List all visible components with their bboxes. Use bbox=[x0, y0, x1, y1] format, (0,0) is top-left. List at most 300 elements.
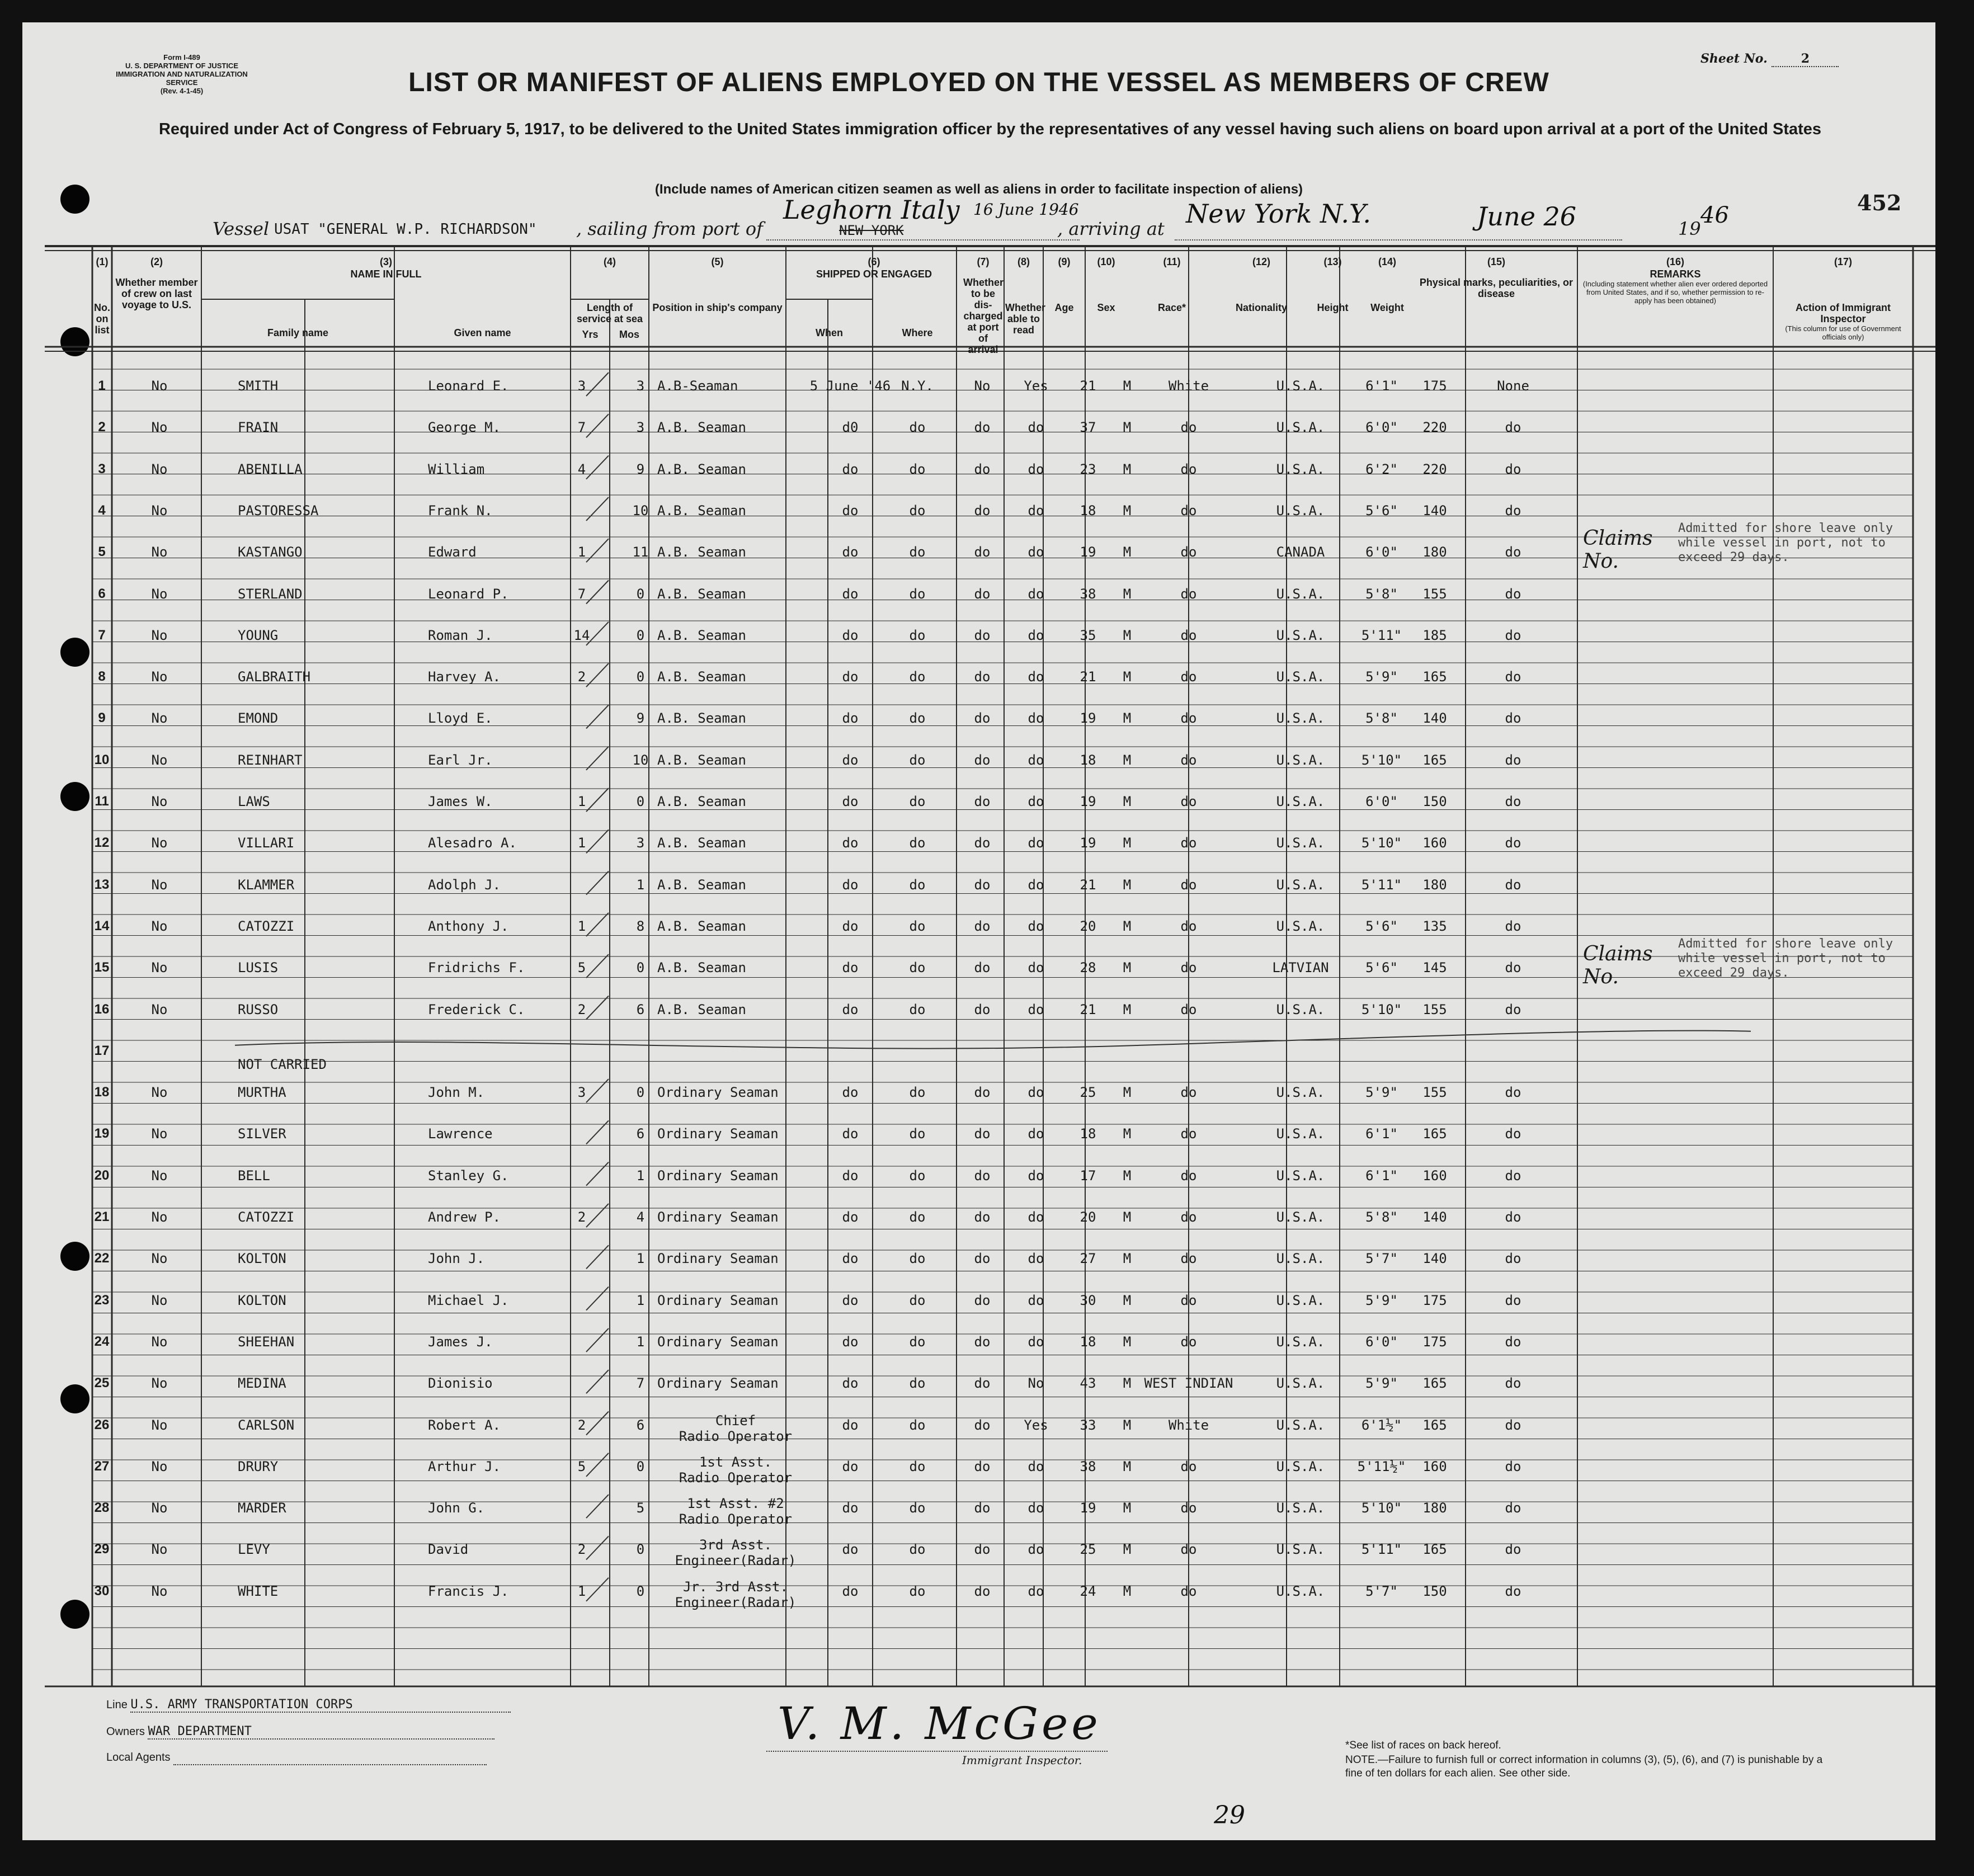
cell-height: 5'11½" bbox=[1357, 1458, 1406, 1474]
cell-race: White bbox=[1168, 378, 1209, 394]
cell-nationality: U.S.A. bbox=[1276, 419, 1325, 436]
cell-read: do bbox=[1028, 1209, 1044, 1225]
cell-position: Engineer(Radar) bbox=[675, 1594, 797, 1610]
cell-given: Frederick C. bbox=[428, 1001, 525, 1017]
cell-read: do bbox=[1028, 1251, 1044, 1267]
cell-mos: 0 bbox=[636, 586, 645, 602]
cell-yrs: 2 bbox=[577, 1417, 586, 1433]
cell-sex: M bbox=[1123, 1458, 1132, 1474]
cell-crew: No bbox=[151, 627, 168, 643]
cell-when: do bbox=[842, 502, 859, 519]
column-header-13: Height bbox=[1317, 302, 1349, 313]
cell-height: 6'1" bbox=[1365, 1167, 1398, 1184]
cell-race: do bbox=[1180, 1583, 1197, 1599]
cell-discharged: do bbox=[974, 1583, 991, 1599]
cell-age: 21 bbox=[1080, 1001, 1096, 1017]
cell-crew: No bbox=[151, 960, 168, 976]
cell-crew: No bbox=[151, 1209, 168, 1225]
cell-weight: 165 bbox=[1422, 1375, 1447, 1392]
cell-nationality: U.S.A. bbox=[1276, 1417, 1325, 1433]
cell-where: do bbox=[909, 1209, 926, 1225]
cell-no: 5 bbox=[98, 544, 106, 560]
cell-read: do bbox=[1028, 918, 1044, 934]
cell-race: do bbox=[1180, 502, 1197, 519]
column-number: (16) bbox=[1666, 256, 1684, 267]
cell-discharged: No bbox=[974, 378, 991, 394]
cell-where: do bbox=[909, 544, 926, 560]
cell-race: do bbox=[1180, 461, 1197, 477]
cell-height: 5'6" bbox=[1365, 918, 1398, 934]
cell-weight: 175 bbox=[1422, 1333, 1447, 1350]
cell-where: do bbox=[909, 1583, 926, 1599]
cell-read: do bbox=[1028, 419, 1044, 436]
cell-nationality: U.S.A. bbox=[1276, 794, 1325, 809]
cell-when: do bbox=[842, 1375, 859, 1392]
cell-yrs: 7 bbox=[577, 419, 586, 436]
cell-when: d0 bbox=[842, 419, 859, 436]
footer-line: Line U.S. ARMY TRANSPORTATION CORPS bbox=[106, 1698, 511, 1713]
cell-race: do bbox=[1180, 419, 1197, 436]
cell-mos: 7 bbox=[636, 1375, 645, 1392]
cell-sex: M bbox=[1123, 918, 1132, 934]
cell-given: Dionisio bbox=[428, 1375, 493, 1392]
cell-mos: 0 bbox=[636, 627, 645, 643]
cell-where: N.Y. bbox=[901, 378, 934, 394]
cell-where: do bbox=[909, 835, 926, 851]
cell-family: SHEEHAN bbox=[238, 1333, 295, 1350]
cell-family: LEVY bbox=[238, 1542, 270, 1558]
cell-marks: do bbox=[1505, 419, 1521, 436]
cell-mos: 1 bbox=[636, 1251, 645, 1267]
cell-sex: M bbox=[1123, 586, 1132, 602]
cell-race: do bbox=[1180, 1126, 1197, 1142]
cell-no: 7 bbox=[98, 627, 106, 643]
cell-marks: do bbox=[1505, 1500, 1521, 1516]
column-subheader: Where bbox=[902, 327, 933, 338]
cell-age: 21 bbox=[1080, 669, 1096, 685]
cell-age: 19 bbox=[1080, 710, 1096, 727]
cell-family: CATOZZI bbox=[238, 1209, 295, 1225]
cell-weight: 180 bbox=[1422, 876, 1447, 893]
cell-age: 18 bbox=[1080, 1333, 1096, 1350]
cell-no: 1 bbox=[98, 378, 106, 393]
cell-nationality: U.S.A. bbox=[1276, 1375, 1325, 1392]
cell-discharged: do bbox=[974, 1126, 991, 1142]
cell-when: do bbox=[842, 1251, 859, 1267]
cell-sex: M bbox=[1123, 1085, 1132, 1101]
cell-given: John M. bbox=[428, 1085, 485, 1101]
cell-where: do bbox=[909, 627, 926, 643]
cell-mos: 0 bbox=[636, 1085, 645, 1101]
cell-mos: 6 bbox=[636, 1126, 645, 1142]
cell-sex: M bbox=[1123, 502, 1132, 519]
cell-yrs: 5 bbox=[577, 1458, 586, 1474]
column-number: (9) bbox=[1058, 256, 1071, 267]
cell-position: Ordinary Seaman bbox=[657, 1167, 779, 1184]
cell-nationality: U.S.A. bbox=[1276, 1085, 1325, 1101]
cell-family: MEDINA bbox=[238, 1375, 286, 1392]
cell-yrs: 1 bbox=[577, 794, 586, 809]
cell-no: 9 bbox=[98, 710, 106, 726]
cell-discharged: do bbox=[974, 669, 991, 685]
cell-height: 5'10" bbox=[1361, 1500, 1402, 1516]
cell-weight: 150 bbox=[1422, 794, 1447, 809]
cell-family: LUSIS bbox=[238, 960, 279, 976]
penalty-note: NOTE.—Failure to furnish full or correct information in columns (3), (5), (6), and (7) is punishable by a fine of ten dollars for each alien. See other side. bbox=[1345, 1754, 1823, 1779]
cell-family: KLAMMER bbox=[238, 876, 295, 893]
cell-where: do bbox=[909, 1417, 926, 1433]
cell-height: 6'0" bbox=[1365, 419, 1398, 436]
cell-age: 37 bbox=[1080, 419, 1096, 436]
column-header-14: Weight bbox=[1370, 302, 1404, 313]
cell-race: do bbox=[1180, 586, 1197, 602]
cell-position: Ordinary Seaman bbox=[657, 1292, 779, 1308]
cell-given: Adolph J. bbox=[428, 876, 501, 893]
cell-height: 5'11" bbox=[1361, 1542, 1402, 1558]
cell-read: do bbox=[1028, 1333, 1044, 1350]
inspector-signature: V. M. McGee bbox=[778, 1698, 1101, 1750]
cell-no: 16 bbox=[94, 1001, 110, 1017]
cell-mos: 0 bbox=[636, 1542, 645, 1558]
cell-given: William bbox=[428, 461, 485, 477]
cell-crew: No bbox=[151, 1500, 168, 1516]
cell-when: do bbox=[842, 835, 859, 851]
cell-height: 5'7" bbox=[1365, 1251, 1398, 1267]
cell-sex: M bbox=[1123, 1251, 1132, 1267]
cell-age: 25 bbox=[1080, 1542, 1096, 1558]
cell-where: do bbox=[909, 419, 926, 436]
cell-no: 4 bbox=[98, 502, 106, 518]
cell-discharged: do bbox=[974, 1001, 991, 1017]
cell-height: 5'6" bbox=[1365, 502, 1398, 519]
column-header-3: NAME IN FULL bbox=[350, 268, 422, 280]
cell-age: 35 bbox=[1080, 627, 1096, 643]
cell-crew: No bbox=[151, 1001, 168, 1017]
cell-position: Jr. 3rd Asst. bbox=[683, 1578, 788, 1595]
column-number: (5) bbox=[711, 256, 724, 267]
cell-weight: 175 bbox=[1422, 1292, 1447, 1308]
cell-height: 6'0" bbox=[1365, 794, 1398, 809]
cell-crew: No bbox=[151, 1167, 168, 1184]
cell-weight: 145 bbox=[1422, 960, 1447, 976]
column-header-9: Age bbox=[1054, 302, 1074, 313]
cell-weight: 155 bbox=[1422, 586, 1447, 602]
races-note: *See list of races on back hereof. bbox=[1345, 1740, 1501, 1751]
cell-no: 29 bbox=[94, 1542, 110, 1557]
cell-discharged: do bbox=[974, 627, 991, 643]
cell-weight: 155 bbox=[1422, 1085, 1447, 1101]
cell-marks: do bbox=[1505, 835, 1521, 851]
cell-where: do bbox=[909, 1167, 926, 1184]
cell-no: 15 bbox=[94, 960, 110, 975]
cell-nationality: LATVIAN bbox=[1272, 960, 1329, 976]
cell-crew: No bbox=[151, 378, 168, 394]
cell-nationality: U.S.A. bbox=[1276, 710, 1325, 727]
cell-weight: 135 bbox=[1422, 918, 1447, 934]
cell-when: do bbox=[842, 669, 859, 685]
cell-discharged: do bbox=[974, 1251, 991, 1267]
cell-crew: No bbox=[151, 1292, 168, 1308]
column-subheader: Yrs bbox=[582, 329, 599, 340]
cell-sex: M bbox=[1123, 876, 1132, 893]
cell-position: A.B. Seaman bbox=[657, 752, 746, 768]
cell-crew: No bbox=[151, 1126, 168, 1142]
cell-crew: No bbox=[151, 1333, 168, 1350]
cell-mos: 0 bbox=[636, 1458, 645, 1474]
cell-given: James W. bbox=[428, 794, 493, 809]
cell-mos: 6 bbox=[636, 1001, 645, 1017]
cell-given: John J. bbox=[428, 1251, 485, 1267]
cell-marks: do bbox=[1505, 1333, 1521, 1350]
cell-no: 14 bbox=[94, 918, 110, 934]
cell-crew: No bbox=[151, 710, 168, 727]
cell-position: A.B. Seaman bbox=[657, 586, 746, 602]
cell-age: 18 bbox=[1080, 752, 1096, 768]
cell-position: Radio Operator bbox=[679, 1511, 793, 1528]
cell-yrs: 3 bbox=[577, 378, 586, 394]
cell-age: 43 bbox=[1080, 1375, 1096, 1392]
cell-given: Leonard P. bbox=[428, 586, 509, 602]
cell-race: do bbox=[1180, 918, 1197, 934]
cell-age: 38 bbox=[1080, 586, 1096, 602]
cell-read: do bbox=[1028, 1167, 1044, 1184]
cell-weight: 140 bbox=[1422, 1251, 1447, 1267]
cell-marks: do bbox=[1505, 1458, 1521, 1474]
column-header-11: Race* bbox=[1157, 302, 1186, 313]
cell-nationality: U.S.A. bbox=[1276, 1583, 1325, 1599]
cell-weight: 140 bbox=[1422, 502, 1447, 519]
cell-given: Michael J. bbox=[428, 1292, 509, 1308]
column-subheader: Mos bbox=[619, 329, 639, 340]
cell-discharged: do bbox=[974, 419, 991, 436]
cell-given: Robert A. bbox=[428, 1417, 501, 1433]
cell-when: do bbox=[842, 1417, 859, 1433]
cell-position: 1st Asst. #2 bbox=[687, 1496, 784, 1512]
cell-height: 5'7" bbox=[1365, 1583, 1398, 1599]
cell-crew: No bbox=[151, 835, 168, 851]
cell-crew: No bbox=[151, 794, 168, 809]
cell-nationality: U.S.A. bbox=[1276, 752, 1325, 768]
column-number: (14) bbox=[1378, 256, 1396, 267]
cell-height: 5'9" bbox=[1365, 1085, 1398, 1101]
cell-weight: 165 bbox=[1422, 1417, 1447, 1433]
cell-mos: 4 bbox=[636, 1209, 645, 1225]
cell-nationality: U.S.A. bbox=[1276, 586, 1325, 602]
cell-discharged: do bbox=[974, 461, 991, 477]
cell-sex: M bbox=[1123, 1167, 1132, 1184]
cell-position: A.B. Seaman bbox=[657, 502, 746, 519]
cell-family: VILLARI bbox=[238, 835, 295, 851]
cell-no: 25 bbox=[94, 1375, 110, 1391]
cell-given: Arthur J. bbox=[428, 1458, 501, 1474]
cell-position: A.B. Seaman bbox=[657, 419, 746, 436]
cell-family: KOLTON bbox=[238, 1251, 286, 1267]
cell-read: do bbox=[1028, 1001, 1044, 1017]
cell-age: 23 bbox=[1080, 461, 1096, 477]
cell-crew: No bbox=[151, 461, 168, 477]
cell-sex: M bbox=[1123, 461, 1132, 477]
cell-family: SMITH bbox=[238, 378, 279, 394]
sailing-date-handwritten: 16 June 1946 bbox=[973, 200, 1079, 219]
cell-read: do bbox=[1028, 1126, 1044, 1142]
remark-typed: Admitted for shore leave only while vessel in port, not to exceed 29 days. bbox=[1678, 937, 1893, 981]
cell-given: Fridrichs F. bbox=[428, 960, 525, 976]
cell-height: 6'2" bbox=[1365, 461, 1398, 477]
cell-race: do bbox=[1180, 794, 1197, 809]
cell-marks: do bbox=[1505, 544, 1521, 560]
cell-given: Lloyd E. bbox=[428, 710, 493, 727]
footer-agents: Local Agents bbox=[106, 1751, 487, 1765]
cell-sex: M bbox=[1123, 1292, 1132, 1308]
cell-nationality: U.S.A. bbox=[1276, 918, 1325, 934]
cell-no: 23 bbox=[94, 1292, 110, 1308]
cell-discharged: do bbox=[974, 1209, 991, 1225]
cell-mos: 1 bbox=[636, 1167, 645, 1184]
cell-discharged: do bbox=[974, 1542, 991, 1558]
cell-weight: 175 bbox=[1422, 378, 1447, 394]
cell-mos: 1 bbox=[636, 1292, 645, 1308]
sailing-label: , sailing from port of bbox=[576, 218, 763, 239]
column-header-15: Physical marks, peculiarities, or disease bbox=[1419, 277, 1573, 299]
cell-age: 19 bbox=[1080, 835, 1096, 851]
cell-marks: do bbox=[1505, 918, 1521, 934]
cell-position: Ordinary Seaman bbox=[657, 1126, 779, 1142]
cell-when: do bbox=[842, 586, 859, 602]
cell-sex: M bbox=[1123, 1583, 1132, 1599]
cell-race: do bbox=[1180, 627, 1197, 643]
cell-where: do bbox=[909, 1333, 926, 1350]
cell-no: 13 bbox=[94, 876, 110, 892]
cell-when: do bbox=[842, 461, 859, 477]
cell-crew: No bbox=[151, 918, 168, 934]
cell-read: do bbox=[1028, 544, 1044, 560]
cell-marks: do bbox=[1505, 1167, 1521, 1184]
cell-crew: No bbox=[151, 1583, 168, 1599]
cell-height: 5'8" bbox=[1365, 586, 1398, 602]
cell-nationality: CANADA bbox=[1276, 544, 1325, 560]
cell-no: 19 bbox=[94, 1126, 110, 1142]
column-header-10: Sex bbox=[1097, 302, 1115, 313]
struck-port: NEW YORK bbox=[839, 223, 904, 238]
cell-race: do bbox=[1180, 1251, 1197, 1267]
cell-mos: 3 bbox=[636, 419, 645, 436]
cell-read: do bbox=[1028, 1292, 1044, 1308]
cell-where: do bbox=[909, 1542, 926, 1558]
cell-read: do bbox=[1028, 1542, 1044, 1558]
cell-race: do bbox=[1180, 669, 1197, 685]
cell-race: do bbox=[1180, 544, 1197, 560]
cell-when: do bbox=[842, 1542, 859, 1558]
cell-read: do bbox=[1028, 586, 1044, 602]
cell-race: do bbox=[1180, 1167, 1197, 1184]
document-subtitle: Required under Act of Congress of February 5, 1917, to be delivered to the United States immigration officer by the representatives of any vessel having such aliens on board upon arrival at a port of the United States bbox=[158, 120, 1822, 138]
cell-yrs: 1 bbox=[577, 1583, 586, 1599]
cell-when: do bbox=[842, 1500, 859, 1516]
cell-position: Ordinary Seaman bbox=[657, 1085, 779, 1101]
cell-sex: M bbox=[1123, 835, 1132, 851]
cell-height: 5'8" bbox=[1365, 710, 1398, 727]
cell-yrs: 2 bbox=[577, 1542, 586, 1558]
cell-yrs: 2 bbox=[577, 1209, 586, 1225]
cell-mos: 3 bbox=[636, 835, 645, 851]
column-header-note: (This column for use of Government officials only) bbox=[1785, 324, 1901, 341]
cell-yrs: 1 bbox=[577, 544, 586, 560]
cell-race: WEST INDIAN bbox=[1144, 1375, 1233, 1392]
page-number: 452 bbox=[1857, 190, 1902, 215]
cell-no: 28 bbox=[94, 1500, 110, 1516]
cell-sex: M bbox=[1123, 1500, 1132, 1516]
cell-discharged: do bbox=[974, 794, 991, 809]
cell-mos: 10 bbox=[632, 752, 649, 768]
column-number: (3) bbox=[380, 256, 392, 267]
cell-marks: do bbox=[1505, 1209, 1521, 1225]
cell-crew: No bbox=[151, 876, 168, 893]
cell-height: 5'9" bbox=[1365, 669, 1398, 685]
cell-discharged: do bbox=[974, 1292, 991, 1308]
column-number: (6) bbox=[868, 256, 880, 267]
cell-yrs: 14 bbox=[573, 627, 590, 643]
cell-mos: 6 bbox=[636, 1417, 645, 1433]
cell-age: 19 bbox=[1080, 544, 1096, 560]
cell-read: No bbox=[1028, 1375, 1044, 1392]
cell-when: do bbox=[842, 1458, 859, 1474]
cell-age: 21 bbox=[1080, 378, 1096, 394]
cell-crew: No bbox=[151, 1542, 168, 1558]
cell-crew: No bbox=[151, 1375, 168, 1392]
cell-read: do bbox=[1028, 627, 1044, 643]
cell-position: Engineer(Radar) bbox=[675, 1553, 797, 1569]
cell-no: 2 bbox=[98, 419, 106, 435]
cell-position: A.B. Seaman bbox=[657, 544, 746, 560]
cell-discharged: do bbox=[974, 918, 991, 934]
cell-yrs: 5 bbox=[577, 960, 586, 976]
cell-no: 18 bbox=[94, 1085, 110, 1100]
cell-position: A.B. Seaman bbox=[657, 710, 746, 727]
cell-yrs: 4 bbox=[577, 461, 586, 477]
cell-height: 5'9" bbox=[1365, 1375, 1398, 1392]
cell-where: do bbox=[909, 586, 926, 602]
cell-when: do bbox=[842, 918, 859, 934]
cell-race: do bbox=[1180, 1333, 1197, 1350]
cell-when: do bbox=[842, 627, 859, 643]
column-number: (15) bbox=[1487, 256, 1505, 267]
cell-where: do bbox=[909, 502, 926, 519]
cell-when: do bbox=[842, 1085, 859, 1101]
cell-mos: 0 bbox=[636, 669, 645, 685]
cell-height: 6'0" bbox=[1365, 544, 1398, 560]
cell-sex: M bbox=[1123, 1375, 1132, 1392]
cell-no: 10 bbox=[94, 752, 110, 767]
cell-crew: No bbox=[151, 1417, 168, 1433]
column-number: (4) bbox=[604, 256, 616, 267]
vessel-name: USAT "GENERAL W.P. RICHARDSON" bbox=[274, 221, 537, 238]
cell-nationality: U.S.A. bbox=[1276, 1500, 1325, 1516]
cell-sex: M bbox=[1123, 1417, 1132, 1433]
cell-when: do bbox=[842, 1126, 859, 1142]
cell-race: do bbox=[1180, 1001, 1197, 1017]
cell-age: 17 bbox=[1080, 1167, 1096, 1184]
cell-weight: 220 bbox=[1422, 419, 1447, 436]
column-number: (7) bbox=[977, 256, 990, 267]
arrival-date-handwritten: June 26 bbox=[1477, 201, 1577, 232]
cell-family: YOUNG bbox=[238, 627, 279, 643]
cell-where: do bbox=[909, 752, 926, 768]
cell-position: A.B. Seaman bbox=[657, 960, 746, 976]
cell-nationality: U.S.A. bbox=[1276, 1001, 1325, 1017]
cell-height: 5'10" bbox=[1361, 835, 1402, 851]
cell-no: 27 bbox=[94, 1458, 110, 1474]
cell-family: RUSSO bbox=[238, 1001, 279, 1017]
